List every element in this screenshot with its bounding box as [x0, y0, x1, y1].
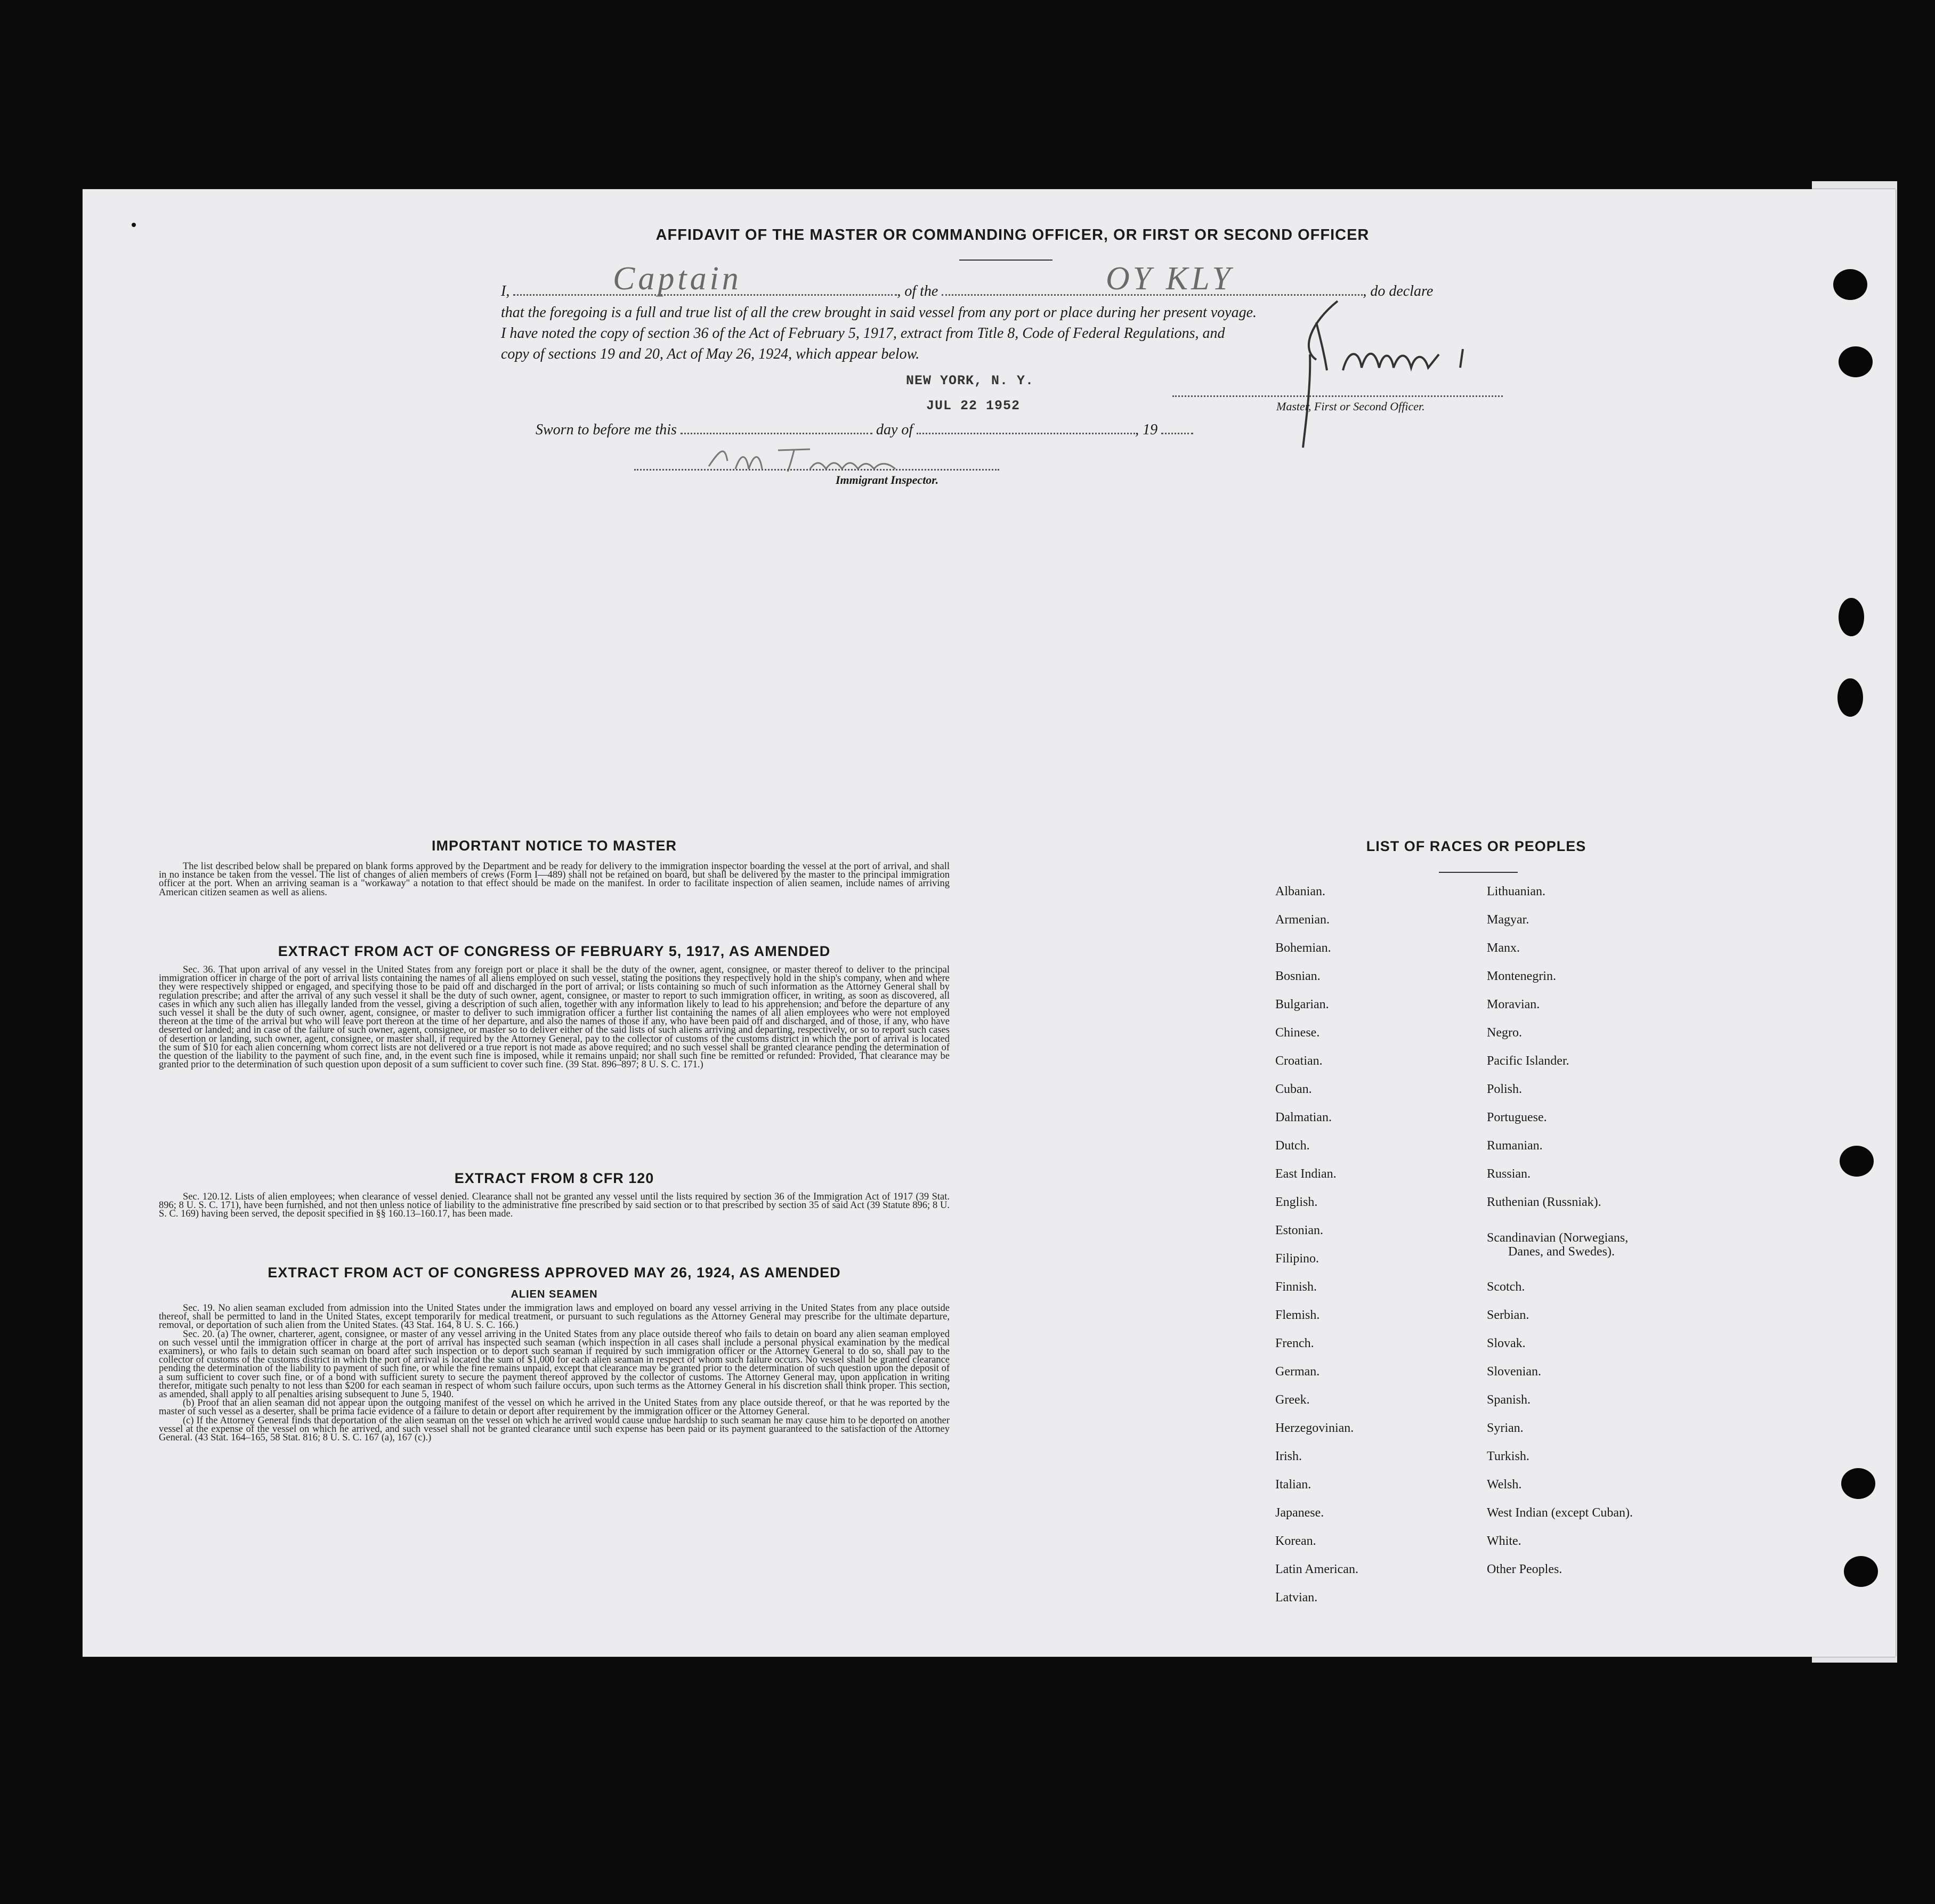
race-item: Magyar.	[1487, 913, 1529, 927]
race-item: Syrian.	[1487, 1421, 1524, 1435]
master-signature	[1279, 290, 1503, 450]
extract-1924-text	[159, 1304, 950, 1442]
binder-hole	[1844, 1556, 1878, 1587]
page-mark	[132, 223, 136, 227]
race-item: Rumanian.	[1487, 1139, 1543, 1153]
handwritten-name: Captain	[613, 261, 742, 297]
affidavit-title: AFFIDAVIT OF THE MASTER OR COMMANDING OFFICER, OR FIRST OR SECOND OFFICER	[655, 226, 1370, 244]
section-20c-text: (c) If the Attorney General finds that deportation of the alien seaman on the vessel on which he arrived would cause undue hardship to such seaman he may cause him to be deported on another vessel at the expense of the vessel on which he arrived, and such vessel shall not be granted clearance until such expense has been paid or its payment guaranteed to the satisfaction of the Attorney General. (43 Stat. 164–165, 58 Stat. 816; 8 U. S. C. 167 (a), 167 (c).)	[159, 1415, 950, 1444]
race-item: Finnish.	[1275, 1280, 1317, 1294]
binder-hole	[1839, 598, 1864, 636]
inspector-signature	[703, 440, 949, 477]
handwritten-vessel-name: OY KLY	[1106, 261, 1234, 297]
binder-hole	[1833, 269, 1867, 300]
race-item: Latvian.	[1275, 1591, 1318, 1605]
sworn-year: , 19	[1135, 422, 1158, 438]
race-item: Moravian.	[1487, 998, 1540, 1011]
inspector-caption: Immigrant Inspector.	[836, 473, 939, 487]
race-item: Albanian.	[1275, 885, 1325, 898]
race-item: Slovak.	[1487, 1336, 1526, 1350]
declaration-line-2: that the foregoing is a full and true list of all the crew brought in said vessel from any port or place during her present voyage.	[501, 304, 1257, 321]
declaration-of: , of the	[897, 283, 938, 299]
race-item: Dalmatian.	[1275, 1111, 1332, 1124]
race-item: Croatian.	[1275, 1054, 1323, 1068]
race-item: Ruthenian (Russniak).	[1487, 1195, 1601, 1209]
race-item: West Indian (except Cuban).	[1487, 1506, 1633, 1520]
sworn-day-blank	[681, 433, 872, 434]
race-item: Welsh.	[1487, 1478, 1522, 1492]
race-item: Cuban.	[1275, 1082, 1312, 1096]
race-item: French.	[1275, 1336, 1314, 1350]
races-divider	[1439, 872, 1518, 873]
race-item: Danes, and Swedes).	[1508, 1245, 1615, 1259]
race-item: Korean.	[1275, 1534, 1316, 1548]
race-item: Other Peoples.	[1487, 1562, 1562, 1576]
race-item: Latin American.	[1275, 1562, 1358, 1576]
title-divider	[959, 260, 1052, 261]
binder-hole	[1839, 346, 1873, 377]
section-20a-text: Sec. 20. (a) The owner, charterer, agent, consignee, or master of any vessel arriving in the United States from any place outside thereof who fails to detain on board any alien seaman employed on such vessel until the immigration officer in charge at the port of arrival has inspected such seaman (which inspection in all cases shall include a personal physical examination by the medical examiners), or who fails to detain such seaman on board after such inspection or to deport such seaman if required by such immigration officer or the Attorney General to do so, shall pay to the collector of customs of the customs district in which the port of arrival is located the sum of $1,000 for each alien seaman in respect of whom such failure occurs. No vessel shall be granted clearance pending the determination of the liability to payment of such fine, or while the fine remains unpaid, except that clearance may be granted prior to the determination of such question upon the deposit of a sum sufficient to cover such fine, or of a bond with sufficient surety to secure the payment thereof approved by the collector of customs. The Attorney General may, upon application in writing therefor, mitigate such penalty to not less than $200 for each seaman in respect of whom such failure occurs, upon such terms as the Attorney General in his discretion shall think proper. This section, as amended, shall apply to all penalties arising subsequent to June 5, 1940.	[159, 1328, 950, 1400]
race-item: Bulgarian.	[1275, 998, 1329, 1011]
race-item: Scotch.	[1487, 1280, 1525, 1294]
sworn-prefix: Sworn to before me this	[536, 422, 677, 438]
race-item: Estonian.	[1275, 1224, 1323, 1237]
race-item: Slovenian.	[1487, 1365, 1541, 1379]
race-item: Russian.	[1487, 1167, 1531, 1181]
section-19-text: Sec. 19. No alien seaman excluded from admission into the United States under the immigration laws and employed on board any vessel arriving in the United States from any place outside thereof, shall be permitted to land in the United States, except temporarily for medical treatment, or pursuant to such regulations as the Attorney General may prescribe for the ultimate departure, removal, or deportation of such alien from the United States. (43 Stat. 164, 8 U. S. C. 166.)	[159, 1303, 950, 1331]
race-item: Filipino.	[1275, 1252, 1319, 1266]
race-item: Chinese.	[1275, 1026, 1320, 1040]
race-item: English.	[1275, 1195, 1318, 1209]
extract-1917-title: EXTRACT FROM ACT OF CONGRESS OF FEBRUARY 5, 1917, AS AMENDED	[278, 943, 831, 959]
race-item: Manx.	[1487, 941, 1520, 955]
race-item: Dutch.	[1275, 1139, 1310, 1153]
race-item: Greek.	[1275, 1393, 1310, 1407]
race-item: White.	[1487, 1534, 1521, 1548]
race-item: Flemish.	[1275, 1308, 1320, 1322]
race-item: Bosnian.	[1275, 969, 1321, 983]
extract-1917-text: Sec. 36. That upon arrival of any vessel in the United States from any foreign port or place it shall be the duty of the owner, agent, consignee, or master thereof to deliver to the principal immigration officer in charge of the port of arrival lists containing the names of all aliens employed on such vessel, stating the positions they respectively hold in the ship's company, when and where they were respectively shipped or engaged, and specifying those to be paid off and discharged in the port of arrival; or lists containing so much of such information as the Attorney General shall by regulation prescribe; and after the arrival of any such vessel it shall be the duty of such owner, agent, consignee, or master to report to such immigration officer, in writing, as soon as discovered, all cases in which any such alien has illegally landed from the vessel, giving a description of such alien, together with any information likely to lead to his apprehension; and before the departure of any such vessel it shall be the duty of such owner, agent, consignee, or master to deliver to such immigration officer a further list containing the names of all alien employees who were not employed thereon at the time of the arrival but who will leave port thereon at the time of her departure, and also the names of those if any, who have been paid off and discharged, and of those, if any, who have deserted or landed; and in case of the failure of such owner, agent, consignee, or master so to deliver either of the said lists of such aliens arriving and departing, respectively, or so to report such cases of desertion or landing, such owner, agent, consignee, or master shall, if required by the Attorney General, pay to the collector of customs of the customs district in which the port of arrival is located the sum of $10 for each alien concerning whom correct lists are not delivered or a true report is not made as above required; and no such vessel shall be granted clearance pending the determination of the question of the liability to the payment of such fine, and, in the event such fine is imposed, while it remains unpaid; nor shall such fine be remitted or refunded: Provided, That clearance may be granted prior to the determination of such question upon deposit of a sum sufficient to cover such fine. (39 Stat. 896–897; 8 U. S. C. 171.)	[159, 965, 950, 1071]
alien-seamen-subtitle: ALIEN SEAMEN	[511, 1289, 598, 1300]
signature-line	[1172, 395, 1503, 397]
inspector-line	[634, 469, 999, 471]
race-item: Irish.	[1275, 1449, 1302, 1463]
races-title: LIST OF RACES OR PEOPLES	[1366, 838, 1586, 854]
sworn-line	[536, 422, 1193, 439]
race-item: Scandinavian (Norwegians,	[1487, 1231, 1629, 1245]
binder-hole	[1837, 678, 1863, 717]
declaration-line-4: copy of sections 19 and 20, Act of May 26, 1924, which appear below.	[501, 346, 920, 362]
declaration-suffix: , do declare	[1363, 283, 1434, 299]
sworn-year-blank	[1161, 433, 1193, 434]
race-item: Pacific Islander.	[1487, 1054, 1569, 1068]
race-item: Negro.	[1487, 1026, 1522, 1040]
declaration-line-3: I have noted the copy of section 36 of the Act of February 5, 1917, extract from Title 8, Code of Federal Regulations, and	[501, 325, 1225, 342]
race-item: Montenegrin.	[1487, 969, 1556, 983]
race-item: German.	[1275, 1365, 1320, 1379]
race-item: Armenian.	[1275, 913, 1330, 927]
race-item: Spanish.	[1487, 1393, 1531, 1407]
race-item: Turkish.	[1487, 1449, 1529, 1463]
race-item: Japanese.	[1275, 1506, 1324, 1520]
race-item: Polish.	[1487, 1082, 1523, 1096]
binder-hole	[1841, 1468, 1875, 1499]
sworn-day-of: day of	[876, 422, 913, 438]
race-item: Lithuanian.	[1487, 885, 1545, 898]
race-item: Italian.	[1275, 1478, 1311, 1492]
race-item: Herzegovinian.	[1275, 1421, 1354, 1435]
declaration-prefix: I,	[501, 283, 510, 299]
section-20b-text: (b) Proof that an alien seaman did not appear upon the outgoing manifest of the vessel on which he arrived in the United States from any place outside thereof, or that he was reported by the master of such vessel as a deserter, shall be prima facie evidence of a failure to detain or deport after requirement by the immigration officer or the Attorney General.	[159, 1398, 950, 1417]
stamp-city: NEW YORK, N. Y.	[906, 373, 1034, 388]
stamp-date: JUL 22 1952	[926, 398, 1021, 414]
notice-title: IMPORTANT NOTICE TO MASTER	[432, 838, 677, 854]
sworn-month-blank	[917, 433, 1135, 434]
signature-caption: Master, First or Second Officer.	[1276, 400, 1425, 413]
extract-cfr-text: Sec. 120.12. Lists of alien employees; when clearance of vessel denied. Clearance shall not be granted any vessel until the lists required by section 36 of the Immigration Act of 1917 (39 Stat. 896; 8 U. S. C. 171), have been furnished, and not then unless notice of liability to the administrative fine prescribed by said section or to that prescribed by section 35 of said Act (39 Statute 896; 8 U. S. C. 169) having been served, the deposit specified in §§ 160.13–160.17, has been made.	[159, 1192, 950, 1220]
race-item: East Indian.	[1275, 1167, 1337, 1181]
binder-hole	[1840, 1146, 1874, 1177]
race-item: Bohemian.	[1275, 941, 1331, 955]
extract-1924-title: EXTRACT FROM ACT OF CONGRESS APPROVED MAY 26, 1924, AS AMENDED	[268, 1265, 841, 1281]
race-item: Portuguese.	[1487, 1111, 1547, 1124]
notice-text: The list described below shall be prepared on blank forms approved by the Department and be ready for delivery to the immigration inspector boarding the vessel at the port of arrival, and shall in no instance be taken from the vessel. The list of changes of alien members of crews (Form I—489) shall not be retained on board, but shall be delivered by the master to the principal immigration officer at the port. When an arriving seaman is a "workaway" a notation to that effect should be made on the manifest. In order to facilitate inspection of alien seamen, include names of arriving American citizen seamen as well as aliens.	[159, 861, 950, 898]
race-item: Serbian.	[1487, 1308, 1529, 1322]
extract-cfr-title: EXTRACT FROM 8 CFR 120	[454, 1170, 654, 1186]
